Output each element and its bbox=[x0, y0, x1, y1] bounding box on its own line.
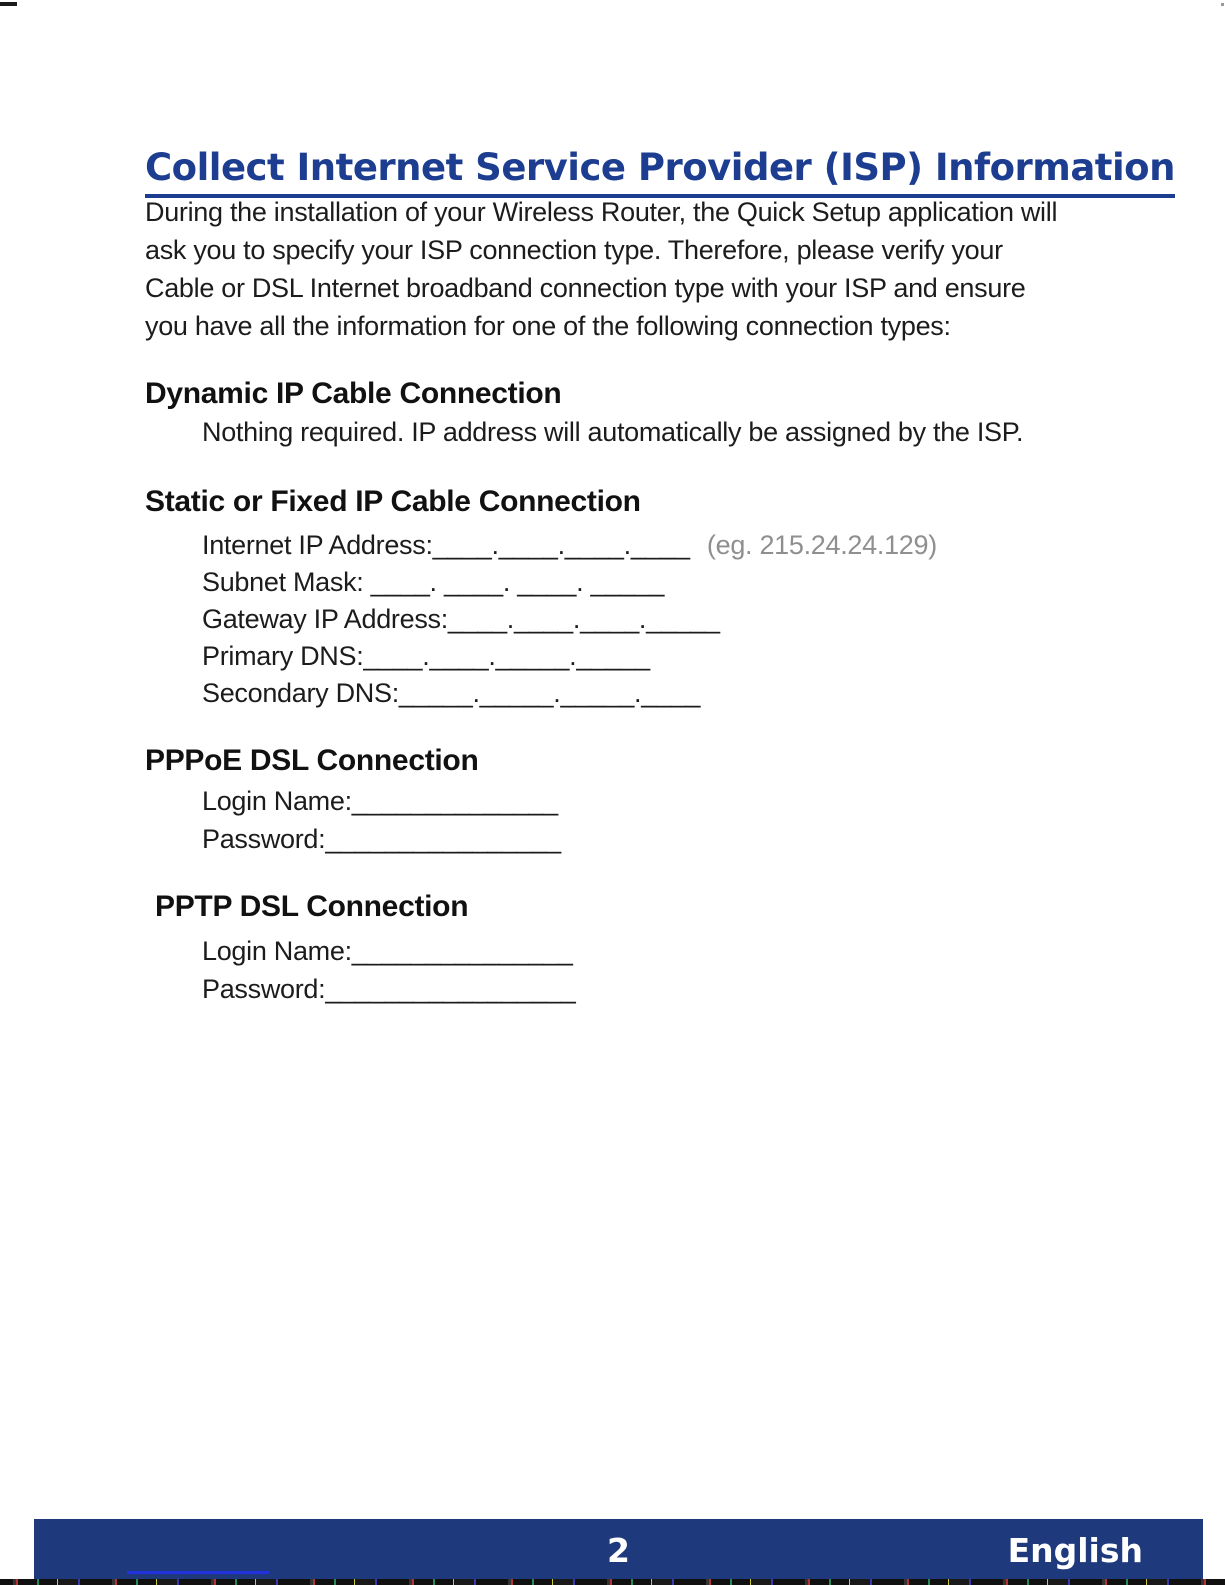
intro-paragraph bbox=[145, 193, 1057, 345]
field-line-password: Password:________________ bbox=[202, 824, 561, 854]
field-line-subnet-mask: Subnet Mask: ____. ____. ____. _____ bbox=[202, 567, 665, 597]
field-line-gateway-ip: Gateway IP Address:____.____.____._____ bbox=[202, 604, 720, 634]
field-line-internet-ip bbox=[202, 527, 937, 564]
section-heading-dynamic-ip: Dynamic IP Cable Connection bbox=[145, 377, 562, 410]
field-line-login-name: Login Name:______________ bbox=[202, 786, 558, 816]
section-heading-static-ip: Static or Fixed IP Cable Connection bbox=[145, 485, 641, 518]
scan-artifact-bottom-noise bbox=[0, 1579, 1225, 1585]
page-title: Collect Internet Service Provider (ISP) Information bbox=[145, 146, 1175, 198]
section-heading-pptp: PPTP DSL Connection bbox=[155, 890, 469, 923]
section-body-static-ip bbox=[202, 527, 937, 712]
field-line-password: Password:_________________ bbox=[202, 974, 576, 1004]
scan-artifact-top-dash bbox=[0, 2, 17, 6]
intro-line: you have all the information for one of the following connection types: bbox=[145, 311, 951, 341]
body-line: Nothing required. IP address will automatically be assigned by the ISP. bbox=[202, 417, 1024, 447]
section-body-pptp bbox=[202, 932, 576, 1008]
footer-language-label: English bbox=[1007, 1531, 1143, 1570]
section-body-dynamic-ip bbox=[202, 414, 1023, 451]
footer-blue-underline bbox=[127, 1571, 269, 1574]
section-body-pppoe bbox=[202, 782, 561, 858]
section-heading-pppoe: PPPoE DSL Connection bbox=[145, 744, 479, 777]
intro-line: During the installation of your Wireless Router, the Quick Setup application will bbox=[145, 197, 1058, 227]
intro-line: Cable or DSL Internet broadband connection type with your ISP and ensure bbox=[145, 273, 1026, 303]
scan-artifact-top-right-speck bbox=[1221, 3, 1224, 6]
field-line-login-name: Login Name:_______________ bbox=[202, 936, 573, 966]
field-line-primary-dns: Primary DNS:____.____._____._____ bbox=[202, 641, 650, 671]
intro-line: ask you to specify your ISP connection type. Therefore, please verify your bbox=[145, 235, 1003, 265]
field-line-secondary-dns: Secondary DNS:_____._____._____.____ bbox=[202, 678, 701, 708]
field-example-value: (eg. 215.24.24.129) bbox=[706, 530, 937, 560]
field-label-blank: Internet IP Address:____.____.____.____ bbox=[202, 530, 690, 560]
footer-page-number: 2 bbox=[607, 1531, 630, 1570]
footer-bar bbox=[34, 1519, 1203, 1581]
